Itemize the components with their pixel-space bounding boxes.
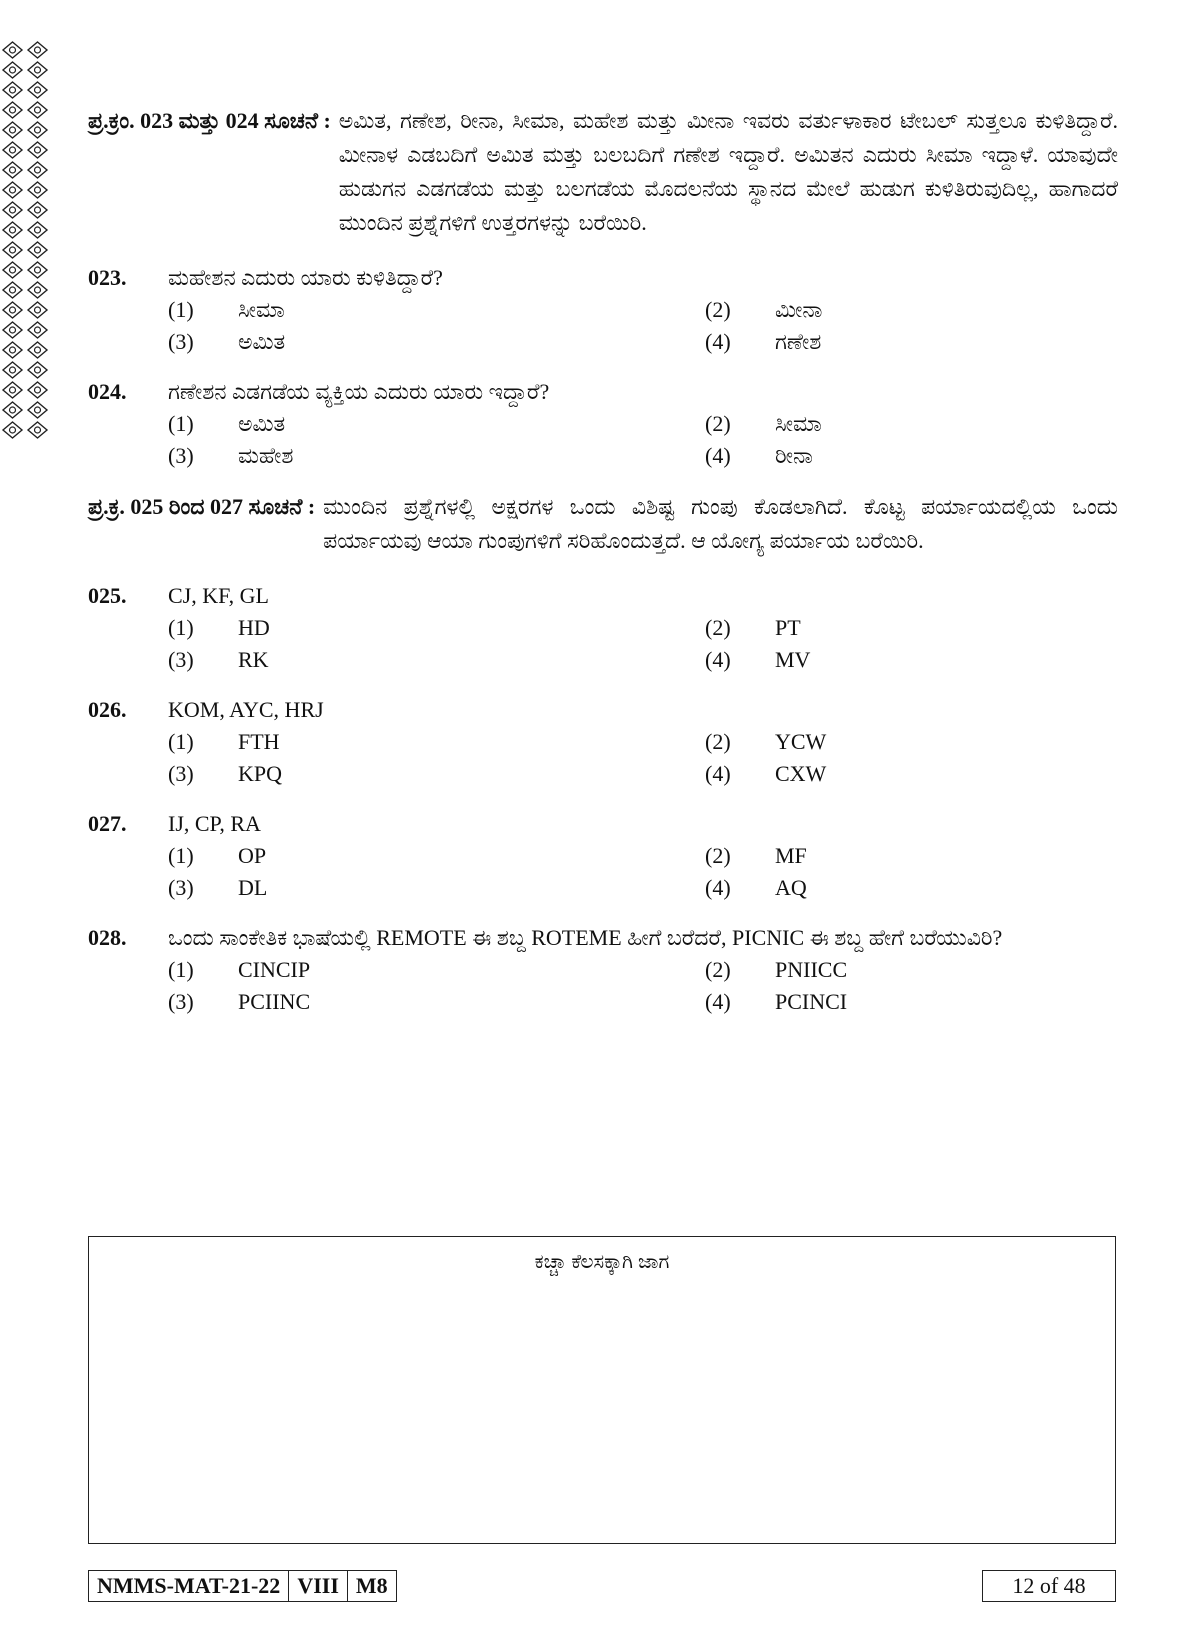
paper-code: NMMS-MAT-21-22 [89,1571,289,1601]
option-2[interactable]: (2) ಮೀನಾ [705,297,823,322]
question-number: 026. [88,697,127,722]
question-026 [88,694,1118,790]
page-number: 12 of 48 [982,1570,1116,1602]
option-1[interactable]: (1) FTH [168,729,280,754]
question-page [88,104,1118,1036]
rough-work-box [88,1236,1116,1544]
instruction-text: ಮುಂದಿನ ಪ್ರಶ್ನೆಗಳಲ್ಲಿ ಅಕ್ಷರಗಳ ಒಂದು ವಿಶಿಷ್ಟ ಗುಂಪು ಕೊಡಲಾಗಿದೆ. ಕೊಟ್ಟ ಪರ್ಯಾಯದಲ್ಲಿಯ ಒಂದು ಪರ್ಯಾಯವು ಆಯಾ ಗುಂಪುಗಳಿಗೆ ಸರಿಹೊಂದುತ್ತದೆ. ಆ ಯೋಗ್ಯ ಪರ್ಯಾಯ ಬರೆಯಿರಿ. [323,494,1118,553]
options [168,954,1118,1018]
option-4[interactable]: (4) AQ [705,875,807,900]
question-text: ಮಹೇಶನ ಎದುರು ಯಾರು ಕುಳಿತಿದ್ದಾರೆ? [168,265,443,290]
standard-label: VIII [289,1571,348,1601]
question-text: CJ, KF, GL [168,583,269,608]
option-3[interactable]: (3) KPQ [168,761,283,786]
option-4[interactable]: (4) PCINCI [705,989,848,1014]
question-number: 027. [88,811,127,836]
option-4[interactable]: (4) ರೀನಾ [705,443,813,468]
option-3[interactable]: (3) ಅಮಿತ [168,329,286,354]
instruction-text: ಅಮಿತ, ಗಣೇಶ, ರೀನಾ, ಸೀಮಾ, ಮಹೇಶ ಮತ್ತು ಮೀನಾ ಇವರು ವರ್ತುಳಾಕಾರ ಟೇಬಲ್ ಸುತ್ತಲೂ ಕುಳಿತಿದ್ದಾರೆ. ಮೀನಾಳ ಎಡಬದಿಗೆ ಅಮಿತ ಮತ್ತು ಬಲಬದಿಗೆ ಗಣೇಶ ಇದ್ದಾರೆ. ಅಮಿತನ ಎದುರು ಸೀಮಾ ಇದ್ದಾಳೆ. ಯಾವುದೇ ಹುಡುಗನ ಎಡಗಡೆಯ ಮತ್ತು ಬಲಗಡೆಯ ಮೊದಲನೆಯ ಸ್ಥಾನದ ಮೇಲೆ ಹುಡುಗ ಕುಳಿತಿರುವುದಿಲ್ಲ, ಹಾಗಾದರೆ ಮುಂದಿನ ಪ್ರಶ್ನೆಗಳಿಗೆ ಉತ್ತರಗಳನ್ನು ಬರೆಯಿರಿ. [338,108,1118,235]
rough-work-title: ಕಚ್ಚಾ ಕೆಲಸಕ್ಕಾಗಿ ಜಾಗ [534,1251,670,1273]
question-text: IJ, CP, RA [168,811,261,836]
question-text: KOM, AYC, HRJ [168,697,324,722]
version-label: M8 [355,1573,388,1598]
option-3[interactable]: (3) RK [168,647,269,672]
option-4[interactable]: (4) CXW [705,761,827,786]
paper-code-box [88,1570,397,1602]
instruction-label: ಪ್ರ.ಕ್ರ. 025 ರಿಂದ 027 ಸೂಚನೆ : [88,494,316,519]
options [168,612,1118,676]
instruction-025-027 [88,490,1118,558]
decorative-border [0,40,50,440]
option-3[interactable]: (3) DL [168,875,268,900]
question-text: ಒಂದು ಸಾಂಕೇತಿಕ ಭಾಷೆಯಲ್ಲಿ REMOTE ಈ ಶಬ್ದ ROTEME ಹೀಗೆ ಬರೆದರೆ, PICNIC ಈ ಶಬ್ದ ಹೇಗೆ ಬರೆಯುವಿರಿ? [168,925,1003,950]
options [168,726,1118,790]
option-3[interactable]: (3) PCIINC [168,989,311,1014]
option-2[interactable]: (2) YCW [705,729,827,754]
option-3[interactable]: (3) ಮಹೇಶ [168,443,294,468]
question-027 [88,808,1118,904]
question-023 [88,262,1118,358]
options [168,294,1118,358]
question-025 [88,580,1118,676]
option-1[interactable]: (1) OP [168,843,267,868]
question-028 [88,922,1118,1018]
option-4[interactable]: (4) ಗಣೇಶ [705,329,822,354]
options [168,840,1118,904]
option-1[interactable]: (1) ಅಮಿತ [168,411,286,436]
question-number: 023. [88,265,127,290]
instruction-023-024 [88,104,1118,240]
option-2[interactable]: (2) PT [705,615,801,640]
instruction-label: ಪ್ರ.ಕ್ರಂ. 023 ಮತ್ತು 024 ಸೂಚನೆ : [88,108,331,133]
options [168,408,1118,472]
question-text: ಗಣೇಶನ ಎಡಗಡೆಯ ವ್ಯಕ್ತಿಯ ಎದುರು ಯಾರು ಇದ್ದಾರೆ? [168,379,550,404]
option-2[interactable]: (2) PNIICC [705,957,848,982]
option-1[interactable]: (1) ಸೀಮಾ [168,297,285,322]
option-2[interactable]: (2) ಸೀಮಾ [705,411,822,436]
option-1[interactable]: (1) CINCIP [168,957,311,982]
option-2[interactable]: (2) MF [705,843,807,868]
option-1[interactable]: (1) HD [168,615,270,640]
question-number: 025. [88,583,127,608]
option-4[interactable]: (4) MV [705,647,811,672]
question-024 [88,376,1118,472]
question-number: 024. [88,379,127,404]
question-number: 028. [88,925,127,950]
